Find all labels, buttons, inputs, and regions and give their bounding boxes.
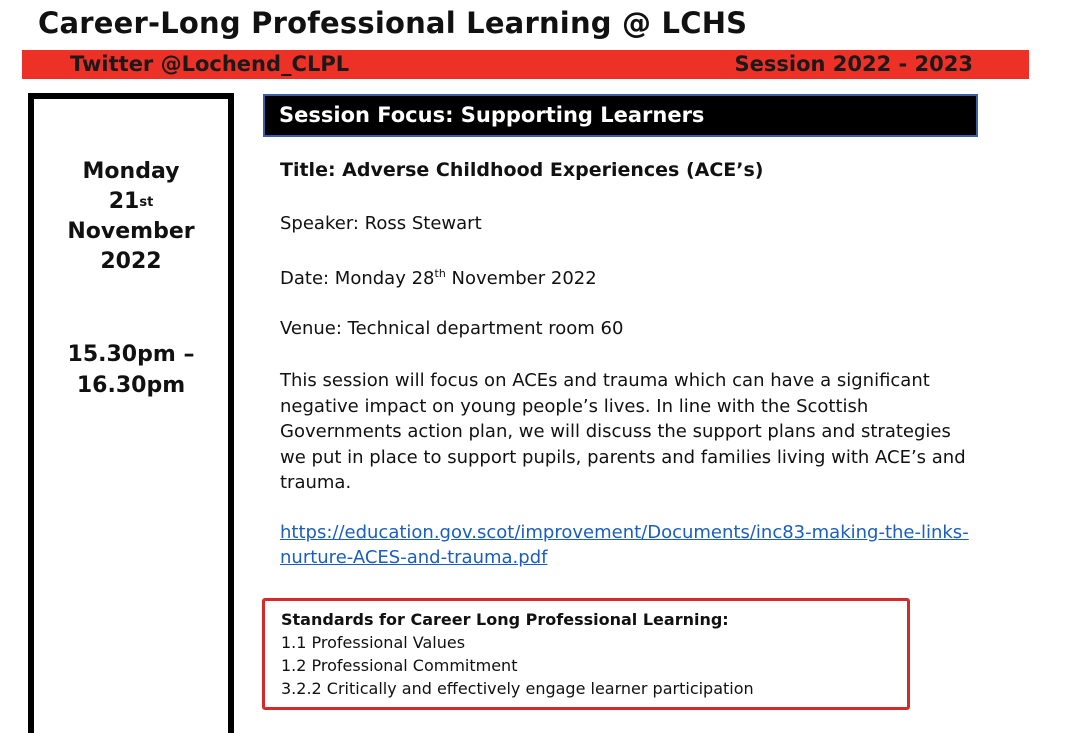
session-date — [34, 157, 228, 277]
time-start: 15.30pm – — [67, 342, 195, 367]
time-end: 16.30pm — [76, 373, 186, 398]
twitter-handle: Twitter @Lochend_CLPL — [70, 52, 350, 76]
event-date: Date: Monday 28th November 2022 — [280, 267, 597, 289]
standard-item: 1.2 Professional Commitment — [281, 656, 518, 675]
session-day: Monday — [82, 159, 180, 184]
standards-title: Standards for Career Long Professional Learning: — [281, 610, 729, 629]
session-date-number: 21st — [108, 189, 154, 214]
session-label: Session 2022 - 2023 — [734, 52, 973, 76]
speaker: Speaker: Ross Stewart — [280, 213, 482, 234]
page-title: Career-Long Professional Learning @ LCHS — [38, 6, 748, 40]
standard-item: 1.1 Professional Values — [281, 633, 466, 652]
date-time-panel — [28, 93, 234, 733]
session-focus-header: Session Focus: Supporting Learners — [263, 94, 978, 137]
date-ordinal: st — [139, 195, 154, 210]
venue: Venue: Technical department room 60 — [280, 318, 624, 339]
session-time — [34, 339, 228, 401]
session-month: November — [67, 219, 195, 244]
session-details — [280, 155, 980, 571]
session-title: Title: Adverse Childhood Experiences (ACE’s) — [280, 159, 764, 181]
standards-box — [262, 598, 910, 710]
session-year: 2022 — [100, 249, 162, 274]
header-banner — [22, 50, 1029, 79]
standard-item: 3.2.2 Critically and effectively engage learner participation — [281, 679, 754, 698]
session-description: This session will focus on ACEs and trauma which can have a significant negative impact on young people’s lives. In line with the Scottish Governments action plan, we will discuss the support plans and strategies we put in place to support pupils, parents and families living with ACE’s and trauma. — [280, 370, 966, 493]
resource-link[interactable]: https://education.gov.scot/improvement/Documents/inc83-making-the-links-nurture-ACES-and-trauma.pdf — [280, 521, 969, 568]
